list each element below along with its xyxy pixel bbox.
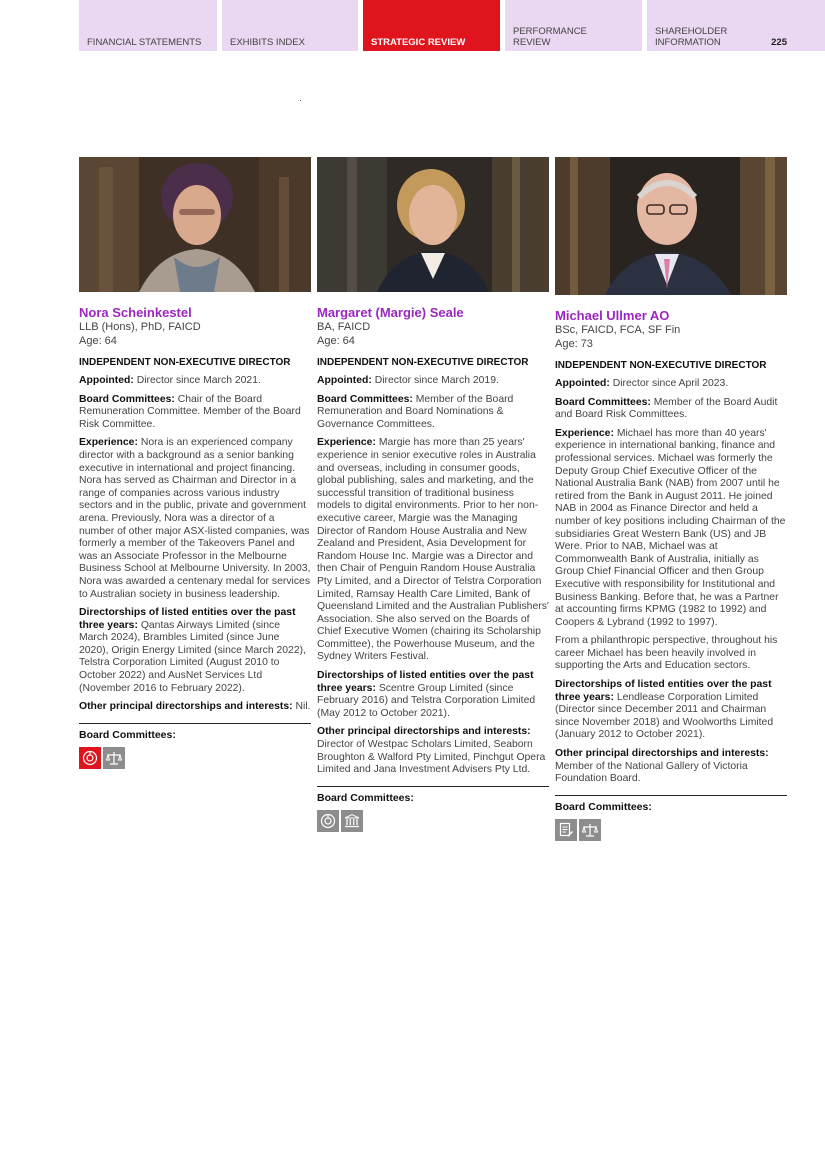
stray-mark [300,100,301,101]
tab-label: EXHIBITS INDEX [230,37,305,48]
other-interests-paragraph: Other principal directorships and interests: Nil. [79,701,311,713]
director-credentials: BSc, FAICD, FCA, SF Fin [555,324,681,336]
director-role: INDEPENDENT NON-EXECUTIVE DIRECTOR [555,360,767,371]
director-photo [317,157,549,292]
director-name: Michael Ullmer AO [555,308,670,323]
experience-paragraph: Experience: Margie has more than 25 years' experience in senior executive roles in Australia and overseas, including in consumer goods, global publishing, sales and marketing, and the successful transition of traditional business models to digital environments. Prior to her non-executive career, Margie was the Managing Director of Random House Australia and New Zealand and President, Asia Development for Random House Inc. Margie was a Director and then Chair of Penguin Random House Australia Pty Limited, and a Director of Telstra Corporation Limited, Ramsay Health Care Limited, Bank of Queensland Limited and the Australian Publishers' Association. She also served on the Boards of Chief Executive Women (chairing its Scholarship Committee), the Powerhouse Museum, and the Sydney Writers Festival. [317,437,549,663]
divider [317,786,549,787]
director-age: Age: 64 [317,335,355,347]
tab-shareholder-information[interactable] [647,0,825,51]
tab-label: SHAREHOLDER INFORMATION [655,26,728,48]
divider [555,795,787,796]
committee-icons [79,747,311,769]
tab-label: FINANCIAL STATEMENTS [87,37,202,48]
director-photo [555,157,787,295]
committees-paragraph: Board Committees: Member of the Board Audit and Board Risk Committees. [555,396,778,421]
directorships-paragraph: Directorships of listed entities over the past three years: Lendlease Corporation Limited (Director since December 2011 and Chairman since November 2018) and Woolworths Limited (January 2012 to October 2021). [555,679,774,741]
experience-paragraph: Experience: Nora is an experienced company director with a background as a senior banking executive in international and project financing. Nora has served as Chairman and Director in a range of companies across various industry sectors and in the public, private and government arena. Previously, Nora was a director of a number of other major ASX-listed companies, was formerly a member of the Takeovers Panel and was an Associate Professor in the Melbourne Business School at Melbourne University. In 2003, Nora was awarded a centenary medal for services to Australian society in business leadership. [79,437,311,600]
board-committees-heading: Board Committees: [555,800,652,813]
audit-document-icon [555,819,577,841]
appointed-paragraph: Appointed: Director since March 2021. [79,375,261,386]
directorships-paragraph: Directorships of listed entities over the past three years: Scentre Group Limited (since February 2016) and Telstra Corporation Limited (May 2012 to October 2021). [317,670,536,719]
director-profile-1 [79,157,311,769]
risk-scales-icon [103,747,125,769]
experience-paragraph-2: From a philanthropic perspective, throughout his career Michael has been heavily involved in supporting the Arts and Education sectors. [555,635,778,672]
director-role: INDEPENDENT NON-EXECUTIVE DIRECTOR [317,357,529,368]
tab-performance-review[interactable] [505,0,642,51]
committee-icons [317,810,549,832]
remuneration-icon [317,810,339,832]
risk-scales-icon [579,819,601,841]
tab-label: PERFORMANCE REVIEW [513,26,587,48]
appointed-paragraph: Appointed: Director since March 2019. [317,375,499,386]
tab-label: STRATEGIC REVIEW [371,37,466,48]
director-name: Margaret (Margie) Seale [317,305,464,320]
divider [79,723,311,724]
director-name: Nora Scheinkestel [79,305,192,320]
director-age: Age: 73 [555,338,593,350]
tab-exhibits-index[interactable] [222,0,358,51]
board-committees-heading: Board Committees: [79,728,176,741]
committees-paragraph: Board Committees: Chair of the Board Remuneration Committee. Member of the Board Risk Committee. [79,393,301,430]
director-credentials: BA, FAICD [317,321,371,333]
other-interests-paragraph: Other principal directorships and interests: Director of Westpac Scholars Limited, Seaborn Broughton & Walford Pty Limited, Pinchgut Opera Limited and Jana Investment Advisers Pty Ltd. [317,726,546,776]
board-committees-heading: Board Committees: [317,791,414,804]
directorships-paragraph: Directorships of listed entities over the past three years: Qantas Airways Limited (since March 2024), Brambles Limited (since June 2020), Origin Energy Limited (since March 2022), Telstra Corporation Limited (August 2010 to October 2022) and AusNet Services Ltd (November 2016 to February 2022). [79,607,306,694]
committee-icons [555,819,787,841]
appointed-paragraph: Appointed: Director since April 2023. [555,378,729,389]
director-profile-3 [555,157,787,841]
director-photo [79,157,311,292]
director-credentials: LLB (Hons), PhD, FAICD [79,321,201,333]
governance-building-icon [341,810,363,832]
director-profile-2 [317,157,549,832]
committees-paragraph: Board Committees: Member of the Board Remuneration and Board Nominations & Governance Committees. [317,393,514,430]
director-age: Age: 64 [79,335,117,347]
tab-strategic-review[interactable] [363,0,500,51]
remuneration-icon [79,747,101,769]
other-interests-paragraph: Other principal directorships and interests: Member of the National Gallery of Victoria Foundation Board. [555,748,769,785]
section-nav [79,0,825,51]
experience-paragraph: Experience: Michael has more than 40 years' experience in international banking, finance and professional services. Michael was formerly the Deputy Group Chief Executive Officer of the National Australia Bank (NAB) from 2007 until he retired from the Bank in August 2011. He joined NAB in 2004 as Finance Director and held a number of key positions including Chairman of the subsidiaries Great Western Bank (US) and JB Were. Prior to NAB, Michael was at Commonwealth Bank of Australia, initially as Group Chief Financial Officer and then Group Executive with responsibility for Institutional and Business Banking. Before that, he was a Partner at accounting firms KPMG (1982 to 1992) and Coopers & Lybrand (1992 to 1997). [555,427,786,628]
tab-financial-statements[interactable] [79,0,217,51]
director-role: INDEPENDENT NON-EXECUTIVE DIRECTOR [79,357,291,368]
page-number: 225 [771,37,787,48]
